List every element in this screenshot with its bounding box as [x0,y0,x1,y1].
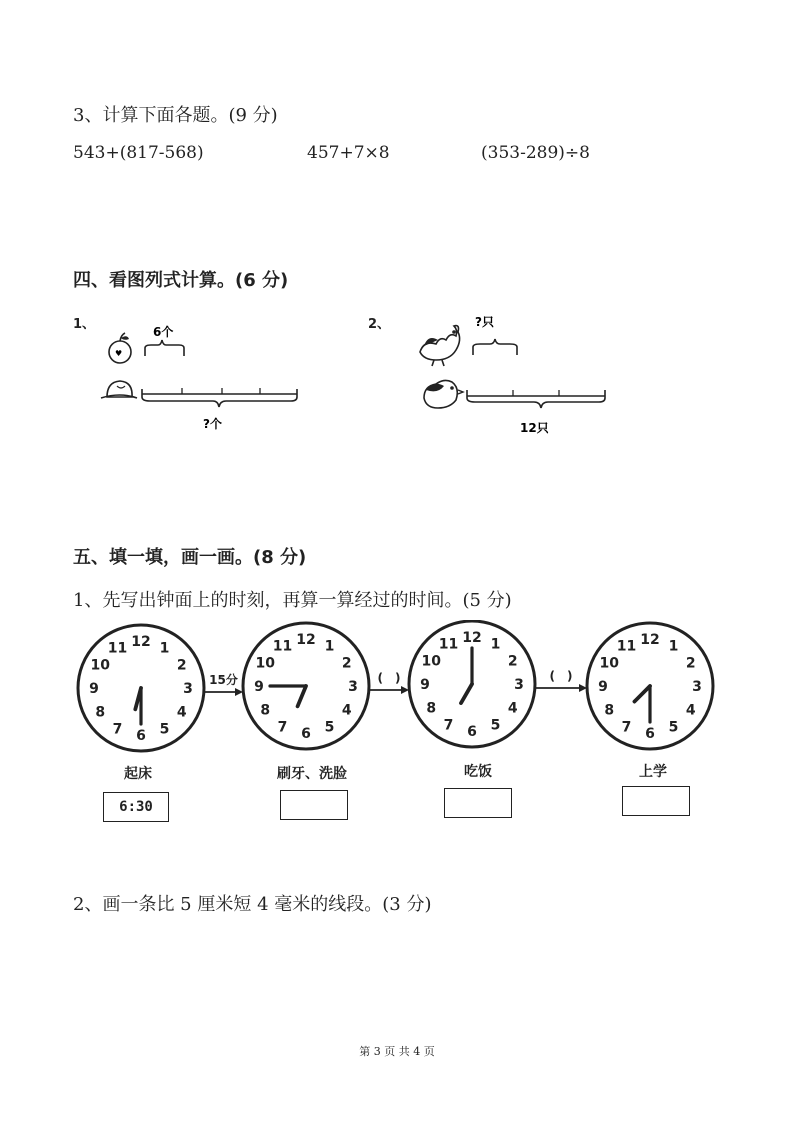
clock-number: 10 [599,655,620,672]
section-5-heading: 五、填一填，画一画。(8 分) [73,547,307,568]
clock-number: 1 [668,638,679,655]
clock-number: 10 [90,657,111,674]
clock-number: 12 [462,630,482,646]
hour-hand [461,684,472,703]
clock-number: 11 [438,636,459,653]
hour-hand [634,686,650,702]
expression-3: (353-289)÷8 [481,143,590,163]
problem-2-top-label: ?只 [475,315,494,329]
problem-2-number: 2、 [368,317,391,332]
elapsed-arrow-3 [535,669,587,692]
problem-2-bottom-label: 12只 [520,421,549,435]
rooster-icon [420,326,460,366]
clock-number: 7 [277,719,288,736]
clock-number: 12 [131,634,151,650]
clock-number: 12 [296,632,316,648]
hour-hand [298,686,306,706]
clock-number: 11 [616,638,637,655]
elapsed-label[interactable]: ( ) [549,669,573,683]
clock-2-caption: 刷牙、洗脸 [277,766,347,782]
clock-3-caption: 吃饭 [464,764,492,780]
clock-1 [78,625,204,751]
clock-number: 7 [112,721,123,738]
clock-number: 6 [301,726,311,742]
elapsed-arrow-2 [369,671,409,694]
clock-number: 4 [341,702,352,719]
clock-number: 1 [159,640,170,657]
problem-1-bottom-label: ?个 [203,417,222,431]
clock-number: 9 [420,677,430,693]
clock-number: 6 [467,724,477,740]
clock-number: 5 [159,721,170,738]
expression-2: 457+7×8 [307,143,390,163]
question-5-1: 1、先写出钟面上的时刻，再算一算经过的时间。(5 分) [73,590,512,611]
clocks-row [0,620,794,780]
problem-1-top-label: 6个 [153,325,174,339]
clock-number: 11 [272,638,293,655]
section-4-heading: 四、看图列式计算。(6 分) [73,270,289,291]
clock-2-answer-box[interactable] [280,790,348,820]
elapsed-arrow-1 [204,672,243,696]
clock-number: 2 [507,653,518,670]
question-5-2: 2、画一条比 5 厘米短 4 毫米的线段。(3 分) [73,894,432,915]
page-footer: 第 3 页 共 4 页 [359,1045,435,1058]
hen-icon [424,380,463,408]
clock-3 [409,621,535,747]
svg-text:♥: ♥ [115,349,123,358]
clock-number: 12 [640,632,660,648]
clock-number: 1 [490,636,501,653]
clock-number: 1 [324,638,335,655]
clock-number: 4 [176,704,187,721]
clock-4-caption: 上学 [639,764,667,780]
clock-number: 7 [443,717,454,734]
clock-number: 11 [107,640,128,657]
clock-number: 10 [421,653,442,670]
clock-number: 8 [426,700,437,717]
question-3-title: 3、计算下面各题。(9 分) [73,105,278,126]
clock-number: 5 [490,717,501,734]
elapsed-label[interactable]: ( ) [377,671,401,685]
clock-number: 10 [255,655,276,672]
problem-1-diagram [95,320,305,435]
clock-number: 2 [341,655,352,672]
clock-number: 5 [324,719,335,736]
expression-1: 543+(817-568) [73,143,204,163]
clock-number: 6 [136,728,146,744]
clock-number: 9 [254,679,264,695]
clock-1-answer-box: 6:30 [103,792,169,822]
problem-1-number: 1、 [73,317,96,332]
clock-number: 8 [260,702,271,719]
clock-number: 2 [685,655,696,672]
clock-number: 5 [668,719,679,736]
clock-4-answer-box[interactable] [622,786,690,816]
clock-number: 8 [95,704,106,721]
clock-number: 3 [348,679,358,695]
elapsed-label: 15分 [209,673,238,687]
clock-3-answer-box[interactable] [444,788,512,818]
clock-number: 3 [514,677,524,693]
clock-1-caption: 起床 [124,766,152,782]
clock-number: 3 [183,681,193,697]
apple-icon [109,333,131,363]
clock-number: 4 [685,702,696,719]
clock-number: 7 [621,719,632,736]
clock-number: 4 [507,700,518,717]
clock-number: 8 [604,702,615,719]
clock-number: 3 [692,679,702,695]
clock-number: 2 [176,657,187,674]
problem-2-diagram [410,310,620,435]
clock-number: 6 [645,726,655,742]
clock-number: 9 [598,679,608,695]
clock-4 [587,623,713,749]
clock-number: 9 [89,681,99,697]
clock-2 [243,623,369,749]
peach-icon [101,381,137,398]
